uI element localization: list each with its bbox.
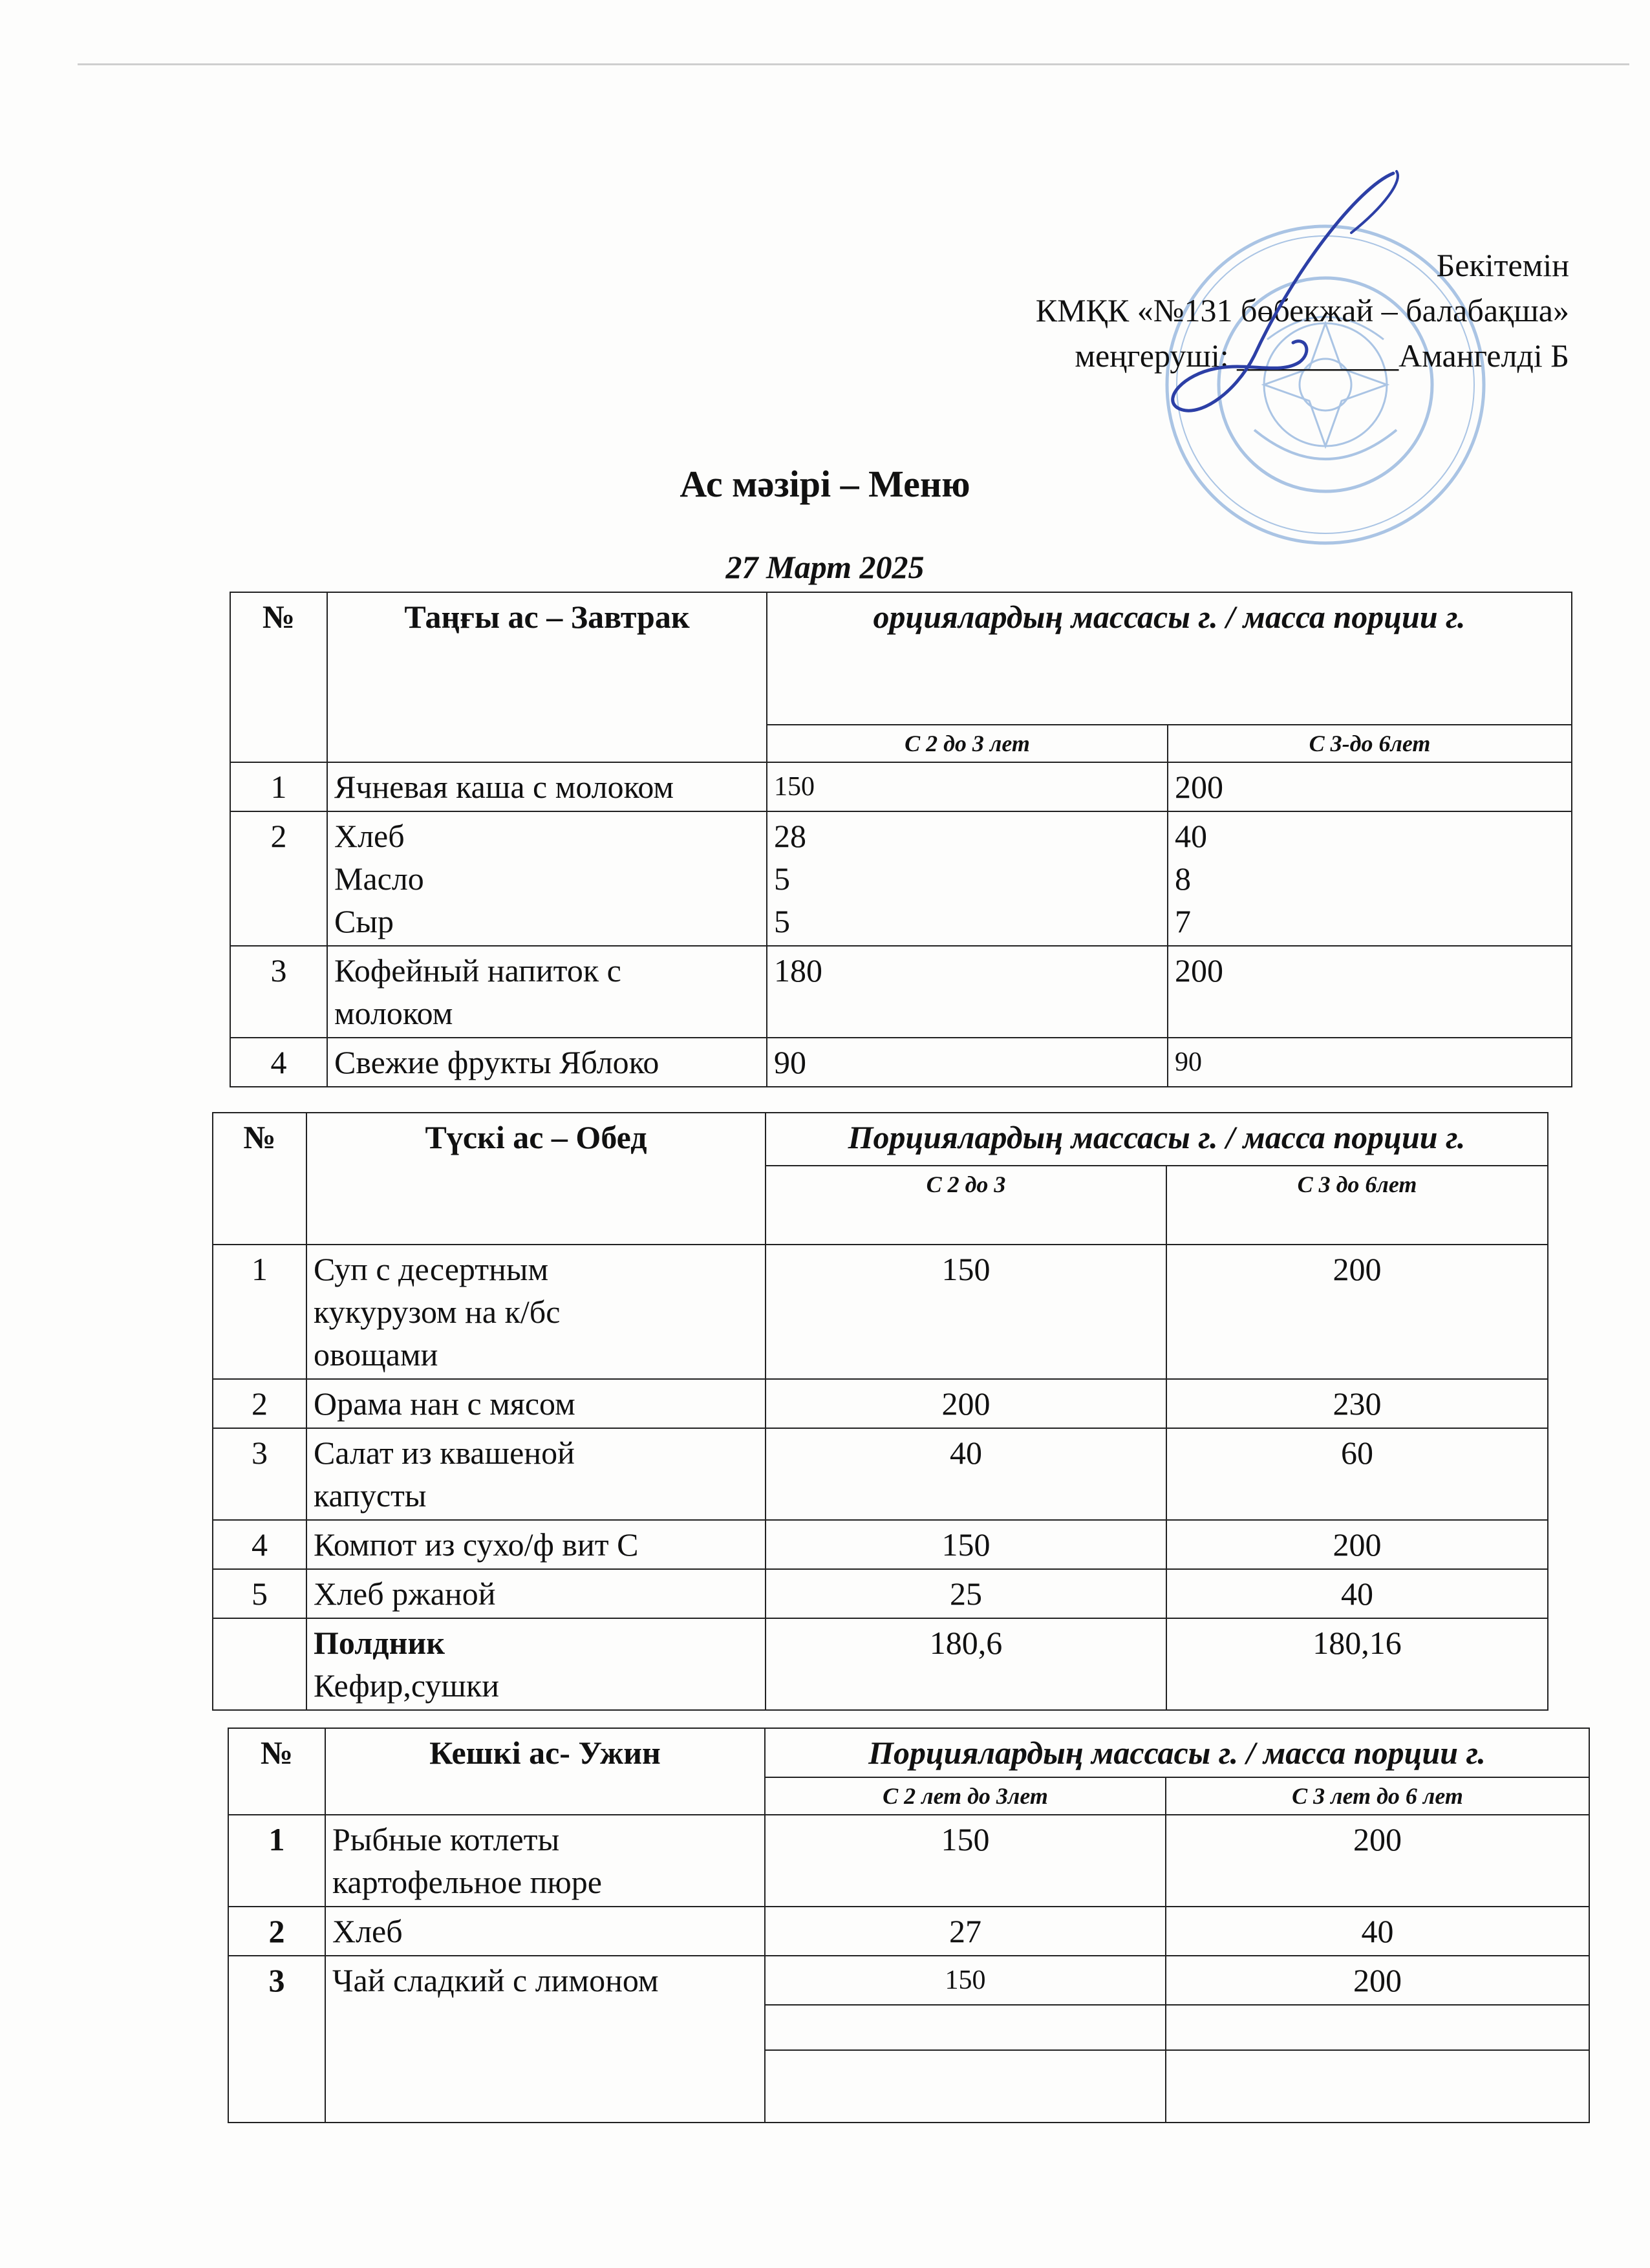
row-number: 4 — [213, 1520, 306, 1569]
row-number-empty — [213, 1618, 306, 1710]
portion-value: 25 — [766, 1569, 1166, 1618]
dish-name: Хлеб ржаной — [306, 1569, 766, 1618]
portion-value: 200 — [1168, 762, 1572, 811]
portion-value: 60 — [1166, 1428, 1548, 1520]
empty-cell — [1166, 2005, 1589, 2050]
dinner-header-number: № — [228, 1728, 325, 1815]
table-row — [213, 1520, 1548, 1569]
portion-value: 180,16 — [1166, 1618, 1548, 1710]
breakfast-age-3-6: С 3-до 6лет — [1168, 725, 1572, 762]
dish-name-line: Суп с десертным — [314, 1251, 549, 1287]
dish-name: Хлеб — [325, 1907, 765, 1956]
dinner-age-3-6: С 3 лет до 6 лет — [1166, 1777, 1589, 1815]
portion-value: 200 — [1166, 1956, 1589, 2005]
row-number: 3 — [230, 946, 327, 1038]
row-number: 5 — [213, 1569, 306, 1618]
dish-name-line: кукурузом на к/бс — [314, 1294, 561, 1330]
table-row — [213, 1245, 1548, 1379]
row-number: 3 — [213, 1428, 306, 1520]
table-row — [230, 1038, 1572, 1087]
dish-name — [327, 946, 767, 1038]
portion-value: 150 — [767, 762, 1168, 811]
portion-value: 230 — [1166, 1379, 1548, 1428]
snack-items: Кефир,сушки — [314, 1667, 499, 1704]
portion-value: 200 — [1166, 1245, 1548, 1379]
row-number: 3 — [228, 1956, 325, 2123]
portion-value: 200 — [1168, 946, 1572, 1038]
top-rule — [78, 63, 1629, 65]
dinner-table — [228, 1728, 1590, 2123]
breakfast-header-number: № — [230, 592, 327, 762]
portion-value — [1168, 811, 1572, 946]
row-number: 2 — [228, 1907, 325, 1956]
row-number: 1 — [230, 762, 327, 811]
portion-value: 150 — [766, 1520, 1166, 1569]
portion-value: 200 — [1166, 1520, 1548, 1569]
lunch-table — [212, 1112, 1548, 1711]
dinner-age-2-3: С 2 лет до 3лет — [765, 1777, 1166, 1815]
row-number: 2 — [213, 1379, 306, 1428]
breakfast-header-meal: Таңғы ас – Завтрак — [327, 592, 767, 762]
approval-title: Бекітемін — [1436, 247, 1569, 283]
portion-value: 150 — [765, 1815, 1166, 1907]
lunch-age-3-6: С 3 до 6лет — [1166, 1166, 1548, 1245]
lunch-header-number: № — [213, 1113, 306, 1245]
dish-name — [325, 1815, 765, 1907]
table-row — [213, 1379, 1548, 1428]
dish-name: Чай сладкий с лимоном — [325, 1956, 765, 2123]
portion-value — [767, 811, 1168, 946]
table-row — [230, 811, 1572, 946]
dish-name — [306, 1428, 766, 1520]
dish-name — [306, 1245, 766, 1379]
portion-line: 7 — [1175, 903, 1191, 939]
empty-cell — [765, 2050, 1166, 2123]
snack-title: Полдник — [314, 1625, 445, 1661]
portion-value: 40 — [766, 1428, 1166, 1520]
dish-name: Ячневая каша с молоком — [327, 762, 767, 811]
dish-name-line: капусты — [314, 1477, 427, 1514]
table-row — [228, 1956, 1589, 2005]
breakfast-age-2-3: С 2 до 3 лет — [767, 725, 1168, 762]
portion-line: 5 — [774, 903, 790, 939]
dinner-header-mass: Порциялардың массасы г. / масса порции г. — [765, 1728, 1589, 1777]
portion-line: 28 — [774, 818, 806, 854]
portion-line: 40 — [1175, 818, 1207, 854]
portion-value: 150 — [765, 1956, 1166, 2005]
dinner-header-meal: Кешкі ас- Ужин — [325, 1728, 765, 1815]
portion-value: 150 — [766, 1245, 1166, 1379]
breakfast-header-mass: орциялардың массасы г. / масса порции г. — [767, 592, 1572, 725]
portion-value: 40 — [1166, 1569, 1548, 1618]
row-number: 1 — [213, 1245, 306, 1379]
portion-value: 90 — [767, 1038, 1168, 1087]
row-number: 4 — [230, 1038, 327, 1087]
menu-date: 27 Март 2025 — [725, 549, 925, 585]
dish-name-line: Кофейный напиток с — [334, 952, 621, 989]
table-row — [228, 1907, 1589, 1956]
dish-name-line: Сыр — [334, 903, 394, 939]
dish-name — [306, 1618, 766, 1710]
lunch-header-meal: Түскі ас – Обед — [306, 1113, 766, 1245]
dish-name: Свежие фрукты Яблоко — [327, 1038, 767, 1087]
approval-organization: КМҚК «№131 бөбекжай – балабақша» — [1035, 292, 1569, 328]
dish-name-line: Масло — [334, 861, 424, 897]
approval-head: меңгеруші: __________Амангелді Б — [1075, 337, 1569, 374]
portion-value: 90 — [1168, 1038, 1572, 1087]
dish-name-line: Хлеб — [334, 818, 405, 854]
portion-value: 200 — [766, 1379, 1166, 1428]
portion-line: 5 — [774, 861, 790, 897]
portion-value: 180 — [767, 946, 1168, 1038]
table-row — [228, 1815, 1589, 1907]
dish-name-line: овощами — [314, 1336, 438, 1373]
portion-line: 8 — [1175, 861, 1191, 897]
portion-value: 40 — [1166, 1907, 1589, 1956]
table-row — [230, 946, 1572, 1038]
lunch-header-mass: Порциялардың массасы г. / масса порции г. — [766, 1113, 1548, 1166]
dish-name: Компот из сухо/ф вит С — [306, 1520, 766, 1569]
table-row — [213, 1428, 1548, 1520]
table-row — [213, 1569, 1548, 1618]
dish-name: Орама нан с мясом — [306, 1379, 766, 1428]
page-title: Ас мәзірі – Меню — [680, 463, 970, 505]
empty-cell — [765, 2005, 1166, 2050]
dish-name-line: Салат из квашеной — [314, 1435, 575, 1471]
table-row — [230, 762, 1572, 811]
handwritten-signature — [1138, 162, 1435, 433]
dish-name-line: картофельное пюре — [332, 1864, 602, 1900]
portion-value: 27 — [765, 1907, 1166, 1956]
breakfast-table — [230, 592, 1572, 1087]
dish-name — [327, 811, 767, 946]
empty-cell — [1166, 2050, 1589, 2123]
dish-name-line: Рыбные котлеты — [332, 1821, 560, 1857]
table-row-snack — [213, 1618, 1548, 1710]
row-number: 1 — [228, 1815, 325, 1907]
portion-value: 200 — [1166, 1815, 1589, 1907]
row-number: 2 — [230, 811, 327, 946]
portion-value: 180,6 — [766, 1618, 1166, 1710]
dish-name-line: молоком — [334, 995, 453, 1031]
lunch-age-2-3: С 2 до 3 — [766, 1166, 1166, 1245]
